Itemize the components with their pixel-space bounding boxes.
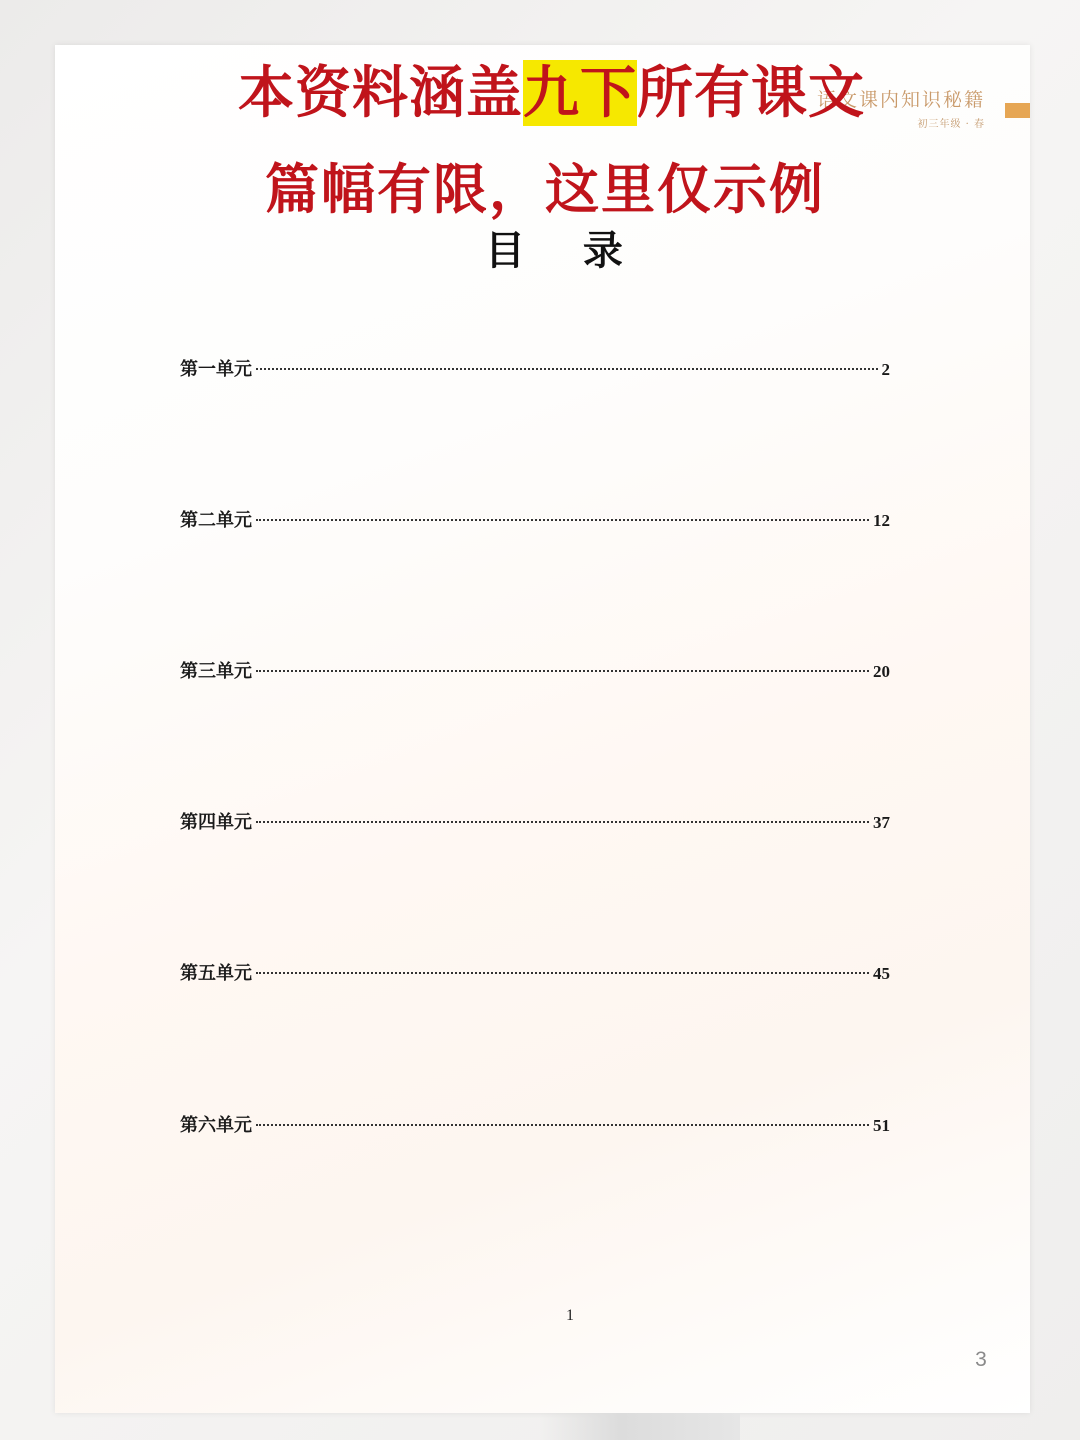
toc-leader-dots [256, 368, 878, 370]
brand-subtitle: 初三年级 · 春 [917, 119, 985, 130]
photo-edge-shadow [540, 1413, 740, 1440]
toc-entry[interactable] [180, 808, 890, 834]
toc-entry-page: 12 [873, 511, 890, 530]
toc-entry[interactable] [180, 1111, 890, 1137]
promo-line-1 [238, 60, 865, 126]
toc-entry-label: 第五单元 [180, 963, 252, 984]
toc-leader-dots [256, 821, 869, 823]
toc-title: 目 录 [485, 227, 645, 274]
toc-entry-page: 45 [873, 964, 890, 983]
toc-entry-label: 第三单元 [180, 661, 252, 682]
promo-line-1-after: 所有课文 [637, 60, 865, 126]
page-number: 1 [566, 1307, 574, 1324]
toc-entry-page: 51 [873, 1116, 890, 1135]
toc-entry-page: 2 [881, 360, 890, 379]
toc-entry[interactable] [180, 657, 890, 683]
toc-leader-dots [256, 1124, 869, 1126]
promo-line-1-before: 本资料涵盖 [238, 60, 523, 126]
toc-leader-dots [256, 519, 869, 521]
promo-highlight: 九下 [523, 60, 637, 126]
toc-leader-dots [256, 670, 869, 672]
toc-entry[interactable] [180, 959, 890, 985]
toc-entry-label: 第一单元 [180, 359, 252, 380]
brand-title: 语文课内知识秘籍 [816, 89, 985, 111]
toc-entry-label: 第四单元 [180, 812, 252, 833]
toc-entry[interactable] [180, 355, 890, 381]
brand-accent-bar [1005, 103, 1030, 118]
promo-line-2: 篇幅有限，这里仅示例 [265, 157, 825, 221]
toc-leader-dots [256, 972, 869, 974]
toc-entry-label: 第六单元 [180, 1115, 252, 1136]
document-page [55, 45, 1030, 1413]
image-counter: 3 [975, 1348, 987, 1371]
toc-entry-label: 第二单元 [180, 510, 252, 531]
toc-entry-page: 20 [873, 662, 890, 681]
toc-entry[interactable] [180, 506, 890, 532]
toc-entry-page: 37 [873, 813, 890, 832]
